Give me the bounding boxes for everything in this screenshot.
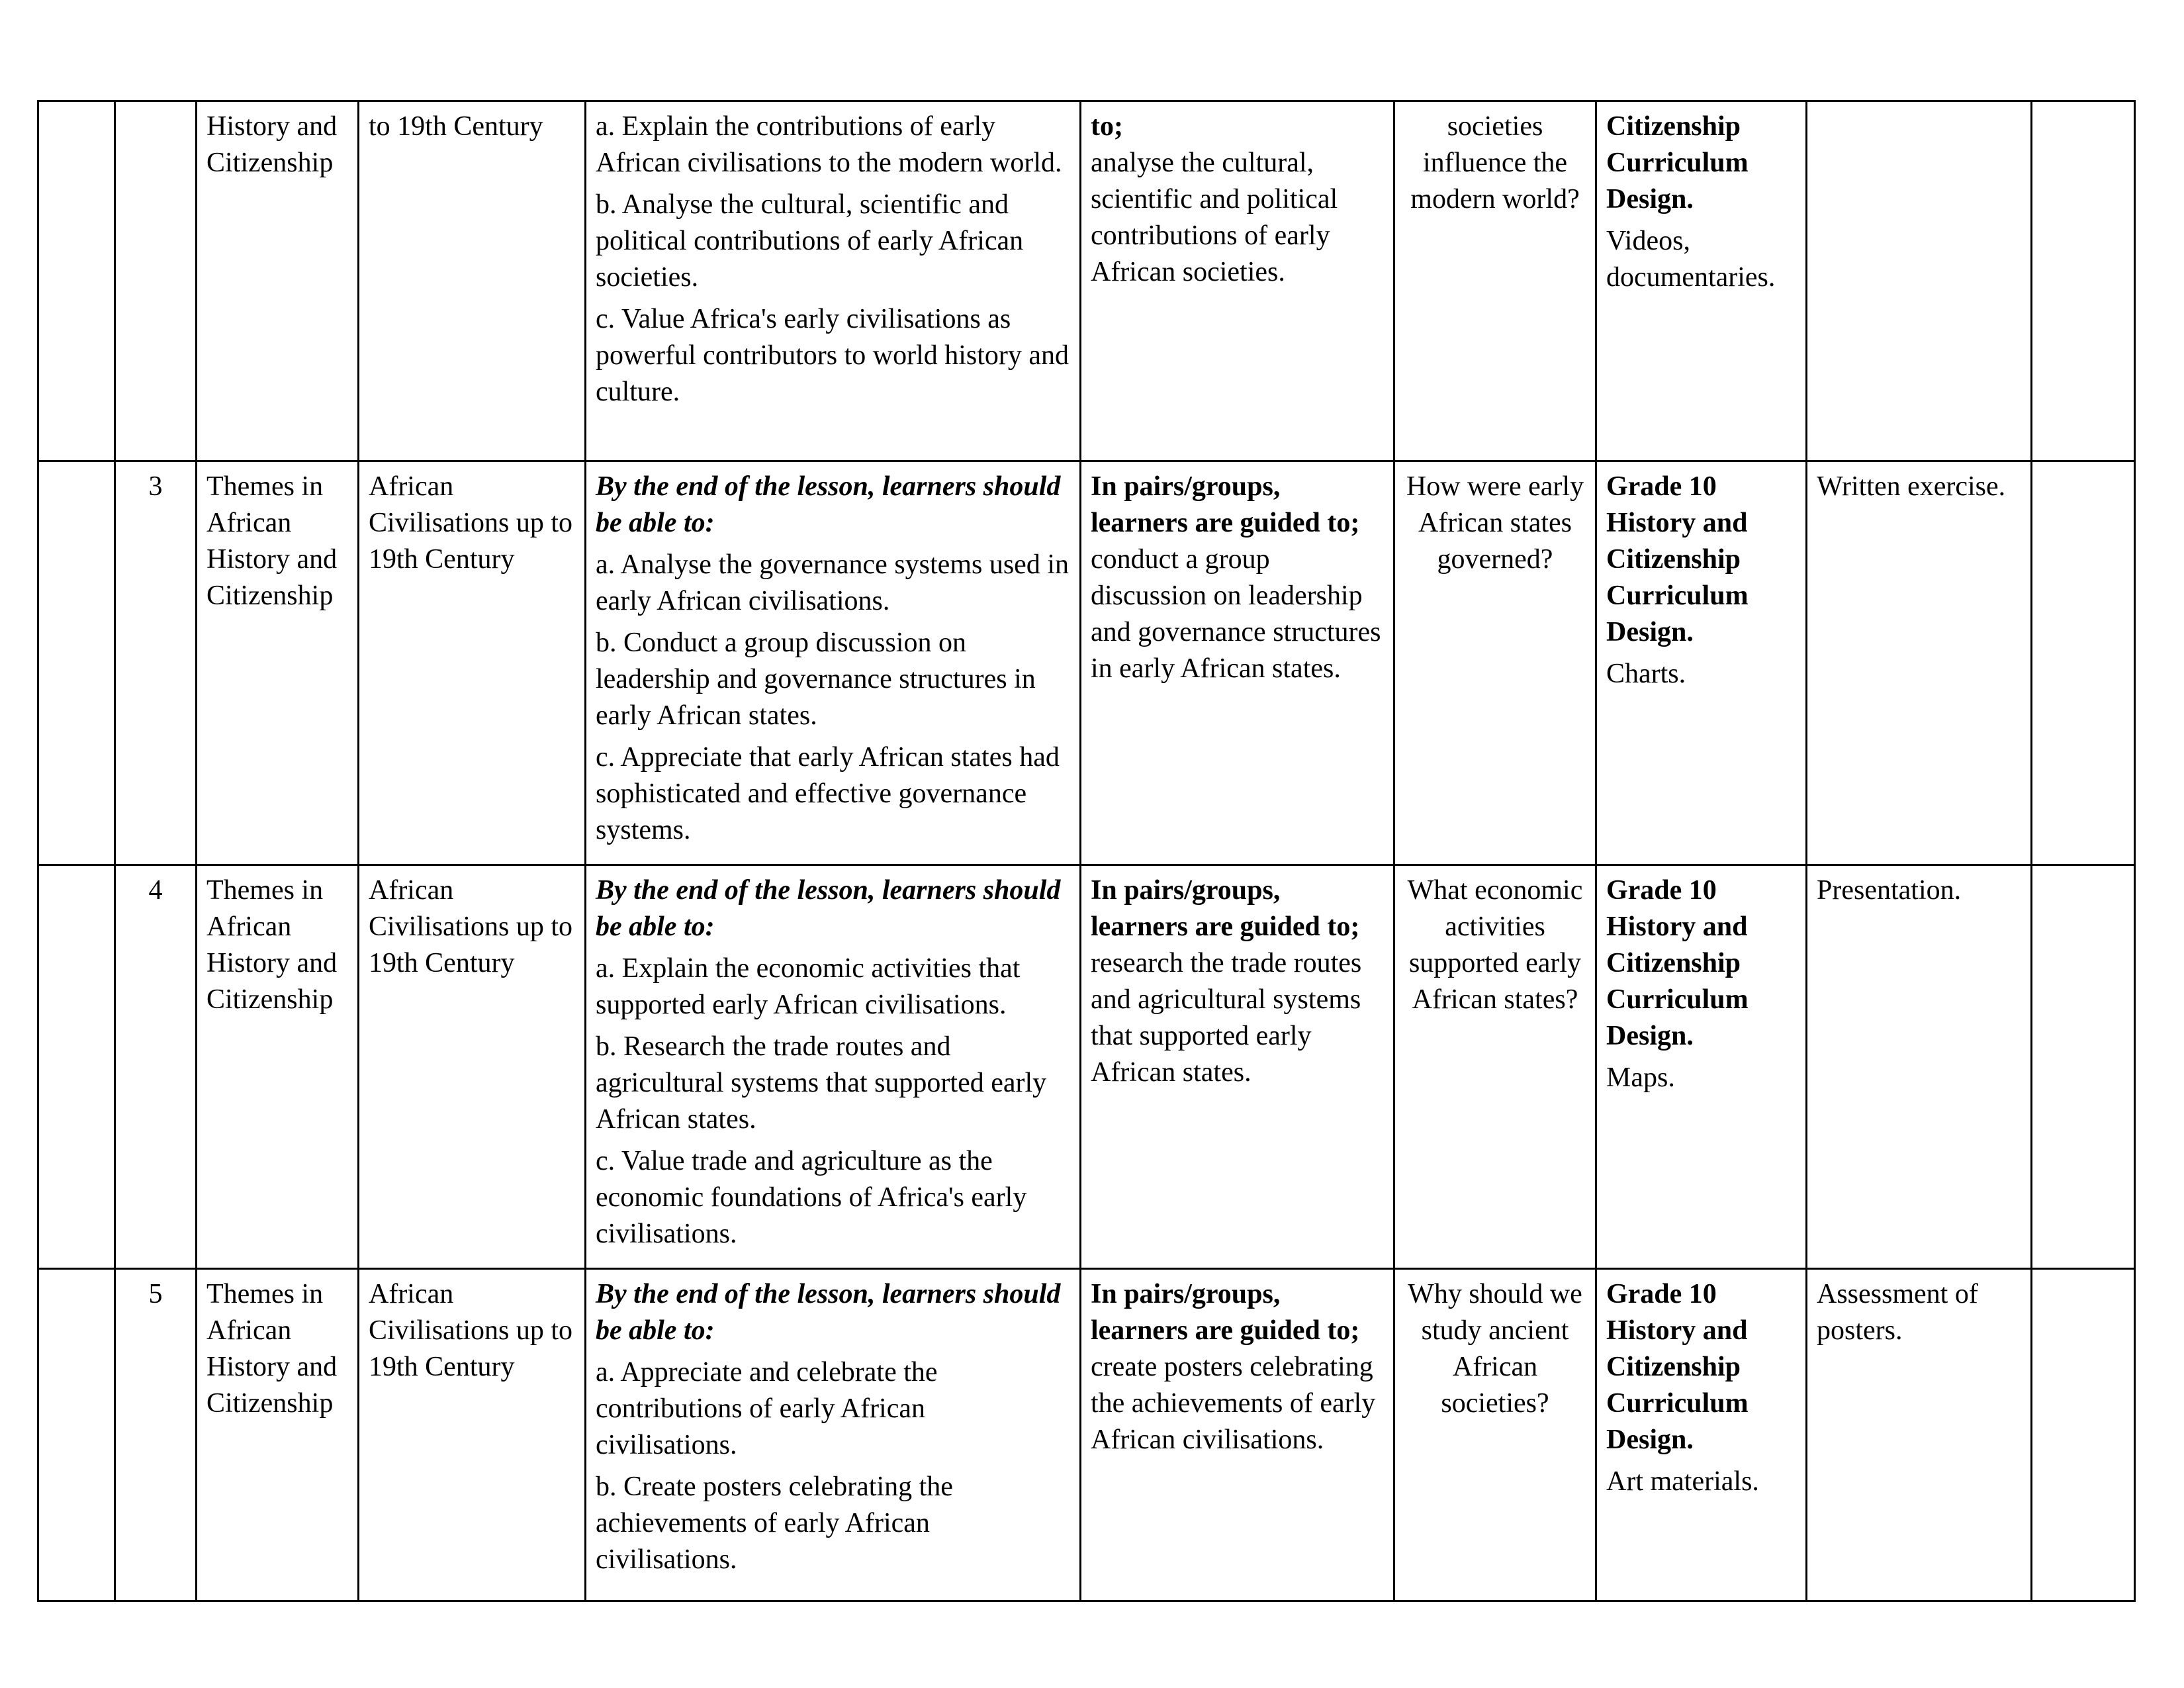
scheme-of-work-table (37, 100, 2136, 1602)
learning-resources-cell (1596, 101, 1807, 461)
experiences-intro: In pairs/groups, learners are guided to; (1091, 1279, 1360, 1346)
key-inquiry-question-cell: What economic activities supported early African states? (1394, 865, 1596, 1269)
resources-design: Grade 10 History and Citizenship Curriculum Design. (1606, 875, 1749, 1051)
learning-outcomes-cell (586, 101, 1081, 461)
resources-design: Citizenship Curriculum Design. (1606, 111, 1749, 214)
sub-strand-cell: African Civilisations up to 19th Century (359, 865, 586, 1269)
outcome-item: b. Create posters celebrating the achievements of early African civilisations. (596, 1472, 953, 1575)
learning-outcomes-cell (586, 865, 1081, 1269)
experiences-text: create posters celebrating the achievements of early African civilisations. (1091, 1352, 1376, 1455)
table-row (38, 101, 2135, 461)
outcomes-intro: By the end of the lesson, learners should be able to: (596, 471, 1061, 538)
outcome-item: c. Appreciate that early African states had sophisticated and effective governance systems. (596, 742, 1060, 845)
learning-outcomes-cell (586, 1269, 1081, 1601)
outcome-item: b. Analyse the cultural, scientific and political contributions of early African societies. (596, 189, 1024, 293)
assessment-cell (1807, 101, 2032, 461)
key-inquiry-question-cell: How were early African states governed? (1394, 461, 1596, 865)
outcomes-intro: By the end of the lesson, learners should be able to: (596, 1279, 1061, 1346)
outcome-item: a. Explain the economic activities that supported early African civilisations. (596, 953, 1021, 1020)
assessment-cell: Presentation. (1807, 865, 2032, 1269)
outcomes-intro: By the end of the lesson, learners should be able to: (596, 875, 1061, 942)
learning-experiences-cell (1081, 461, 1394, 865)
assessment-cell: Written exercise. (1807, 461, 2032, 865)
experiences-text: conduct a group discussion on leadership and governance structures in early African states. (1091, 544, 1381, 684)
table-row (38, 461, 2135, 865)
learning-experiences-cell (1081, 1269, 1394, 1601)
week-cell: 3 (115, 461, 197, 865)
experiences-text: analyse the cultural, scientific and political contributions of early African societies. (1091, 148, 1338, 287)
resources-materials: Videos, documentaries. (1606, 226, 1776, 293)
learning-resources-cell (1596, 461, 1807, 865)
experiences-intro: to; (1091, 111, 1123, 142)
remarks-cell (2032, 101, 2135, 461)
sub-strand-cell: to 19th Century (359, 101, 586, 461)
experiences-intro: In pairs/groups, learners are guided to; (1091, 875, 1360, 942)
learning-outcomes-cell (586, 461, 1081, 865)
learning-experiences-cell (1081, 865, 1394, 1269)
resources-design: Grade 10 History and Citizenship Curriculum Design. (1606, 1279, 1749, 1455)
sub-strand-cell: African Civilisations up to 19th Century (359, 1269, 586, 1601)
lesson-cell (38, 101, 115, 461)
outcome-item: c. Value Africa's early civilisations as powerful contributors to world history and culture. (596, 304, 1069, 407)
week-cell: 5 (115, 1269, 197, 1601)
outcome-item: a. Explain the contributions of early African civilisations to the modern world. (596, 111, 1062, 178)
table-row (38, 865, 2135, 1269)
remarks-cell (2032, 1269, 2135, 1601)
learning-experiences-cell (1081, 101, 1394, 461)
lesson-cell (38, 1269, 115, 1601)
strand-cell: Themes in African History and Citizenship (197, 1269, 359, 1601)
experiences-intro: In pairs/groups, learners are guided to; (1091, 471, 1360, 538)
learning-resources-cell (1596, 865, 1807, 1269)
strand-cell: Themes in African History and Citizenship (197, 461, 359, 865)
sub-strand-cell: African Civilisations up to 19th Century (359, 461, 586, 865)
outcome-item: a. Appreciate and celebrate the contributions of early African civilisations. (596, 1357, 938, 1460)
lesson-cell (38, 865, 115, 1269)
resources-materials: Art materials. (1606, 1466, 1759, 1497)
lesson-cell (38, 461, 115, 865)
remarks-cell (2032, 865, 2135, 1269)
strand-cell: History and Citizenship (197, 101, 359, 461)
assessment-cell: Assessment of posters. (1807, 1269, 2032, 1601)
table-row (38, 1269, 2135, 1601)
key-inquiry-question-cell: societies influence the modern world? (1394, 101, 1596, 461)
resources-materials: Charts. (1606, 659, 1686, 689)
outcome-item: c. Value trade and agriculture as the economic foundations of Africa's early civilisations. (596, 1146, 1027, 1249)
strand-cell: Themes in African History and Citizenship (197, 865, 359, 1269)
experiences-text: research the trade routes and agricultural systems that supported early African states. (1091, 948, 1362, 1088)
learning-resources-cell (1596, 1269, 1807, 1601)
outcome-item: a. Analyse the governance systems used in early African civilisations. (596, 549, 1069, 616)
outcome-item: b. Conduct a group discussion on leadership and governance structures in early African states. (596, 628, 1036, 731)
outcome-item: b. Research the trade routes and agricultural systems that supported early African states. (596, 1031, 1047, 1135)
week-cell: 4 (115, 865, 197, 1269)
key-inquiry-question-cell: Why should we study ancient African societies? (1394, 1269, 1596, 1601)
resources-materials: Maps. (1606, 1062, 1675, 1093)
remarks-cell (2032, 461, 2135, 865)
week-cell (115, 101, 197, 461)
resources-design: Grade 10 History and Citizenship Curriculum Design. (1606, 471, 1749, 647)
